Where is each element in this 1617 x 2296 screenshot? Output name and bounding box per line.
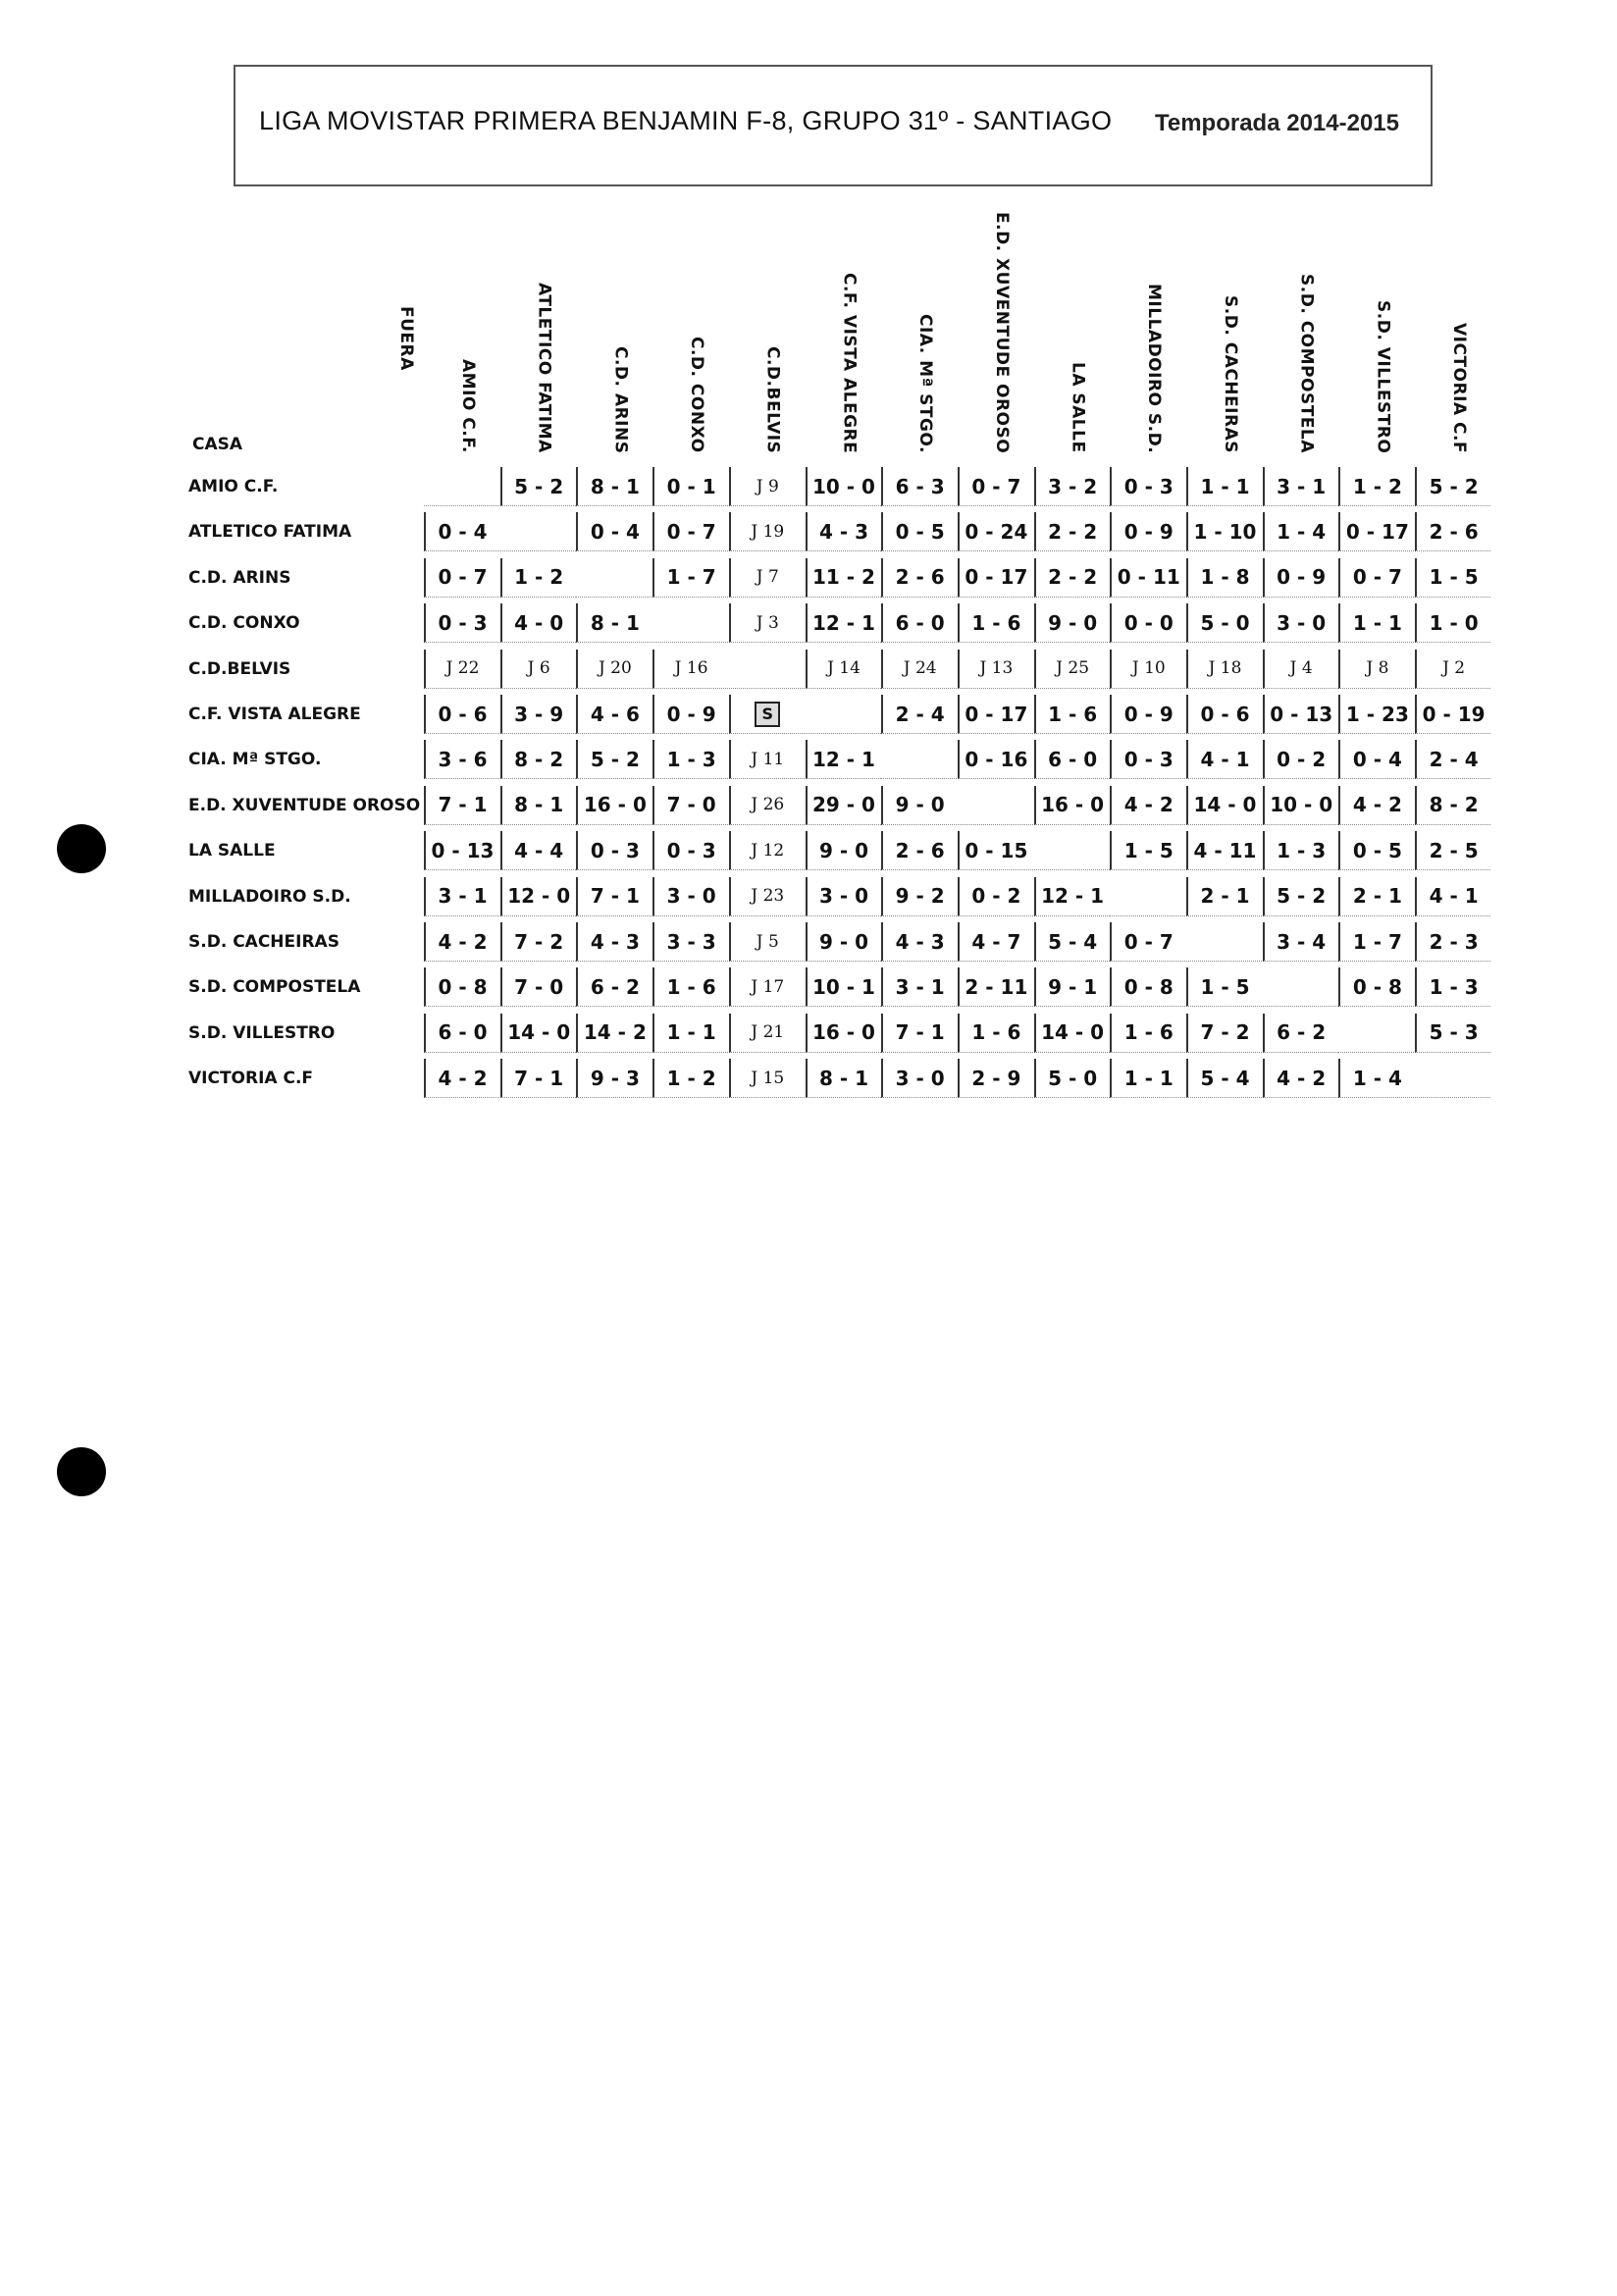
result-cell: 4 - 4: [500, 831, 576, 870]
result-cell: 1 - 5: [1415, 558, 1490, 598]
result-cell: 0 - 7: [958, 467, 1033, 506]
row-team-label: S.D. VILLESTRO: [188, 1022, 336, 1043]
result-cell: 1 - 2: [652, 1059, 728, 1098]
result-cell: J 7: [729, 558, 805, 598]
result-cell: 5 - 0: [1034, 1059, 1110, 1098]
result-cell: 7 - 1: [424, 786, 499, 825]
result-cell: 4 - 11: [1186, 831, 1262, 870]
result-cell: J 19: [729, 512, 805, 551]
result-cell: J 16: [652, 650, 728, 689]
result-cell: 7 - 1: [881, 1014, 957, 1053]
result-cell: 4 - 2: [1338, 786, 1414, 825]
result-cell: J 5: [729, 922, 805, 962]
result-cell: 9 - 3: [576, 1059, 652, 1098]
result-cell: 1 - 3: [1415, 967, 1490, 1007]
column-header: C.D. CONXO: [686, 337, 706, 453]
result-cell: 10 - 1: [806, 967, 881, 1007]
result-cell: 12 - 0: [500, 877, 576, 916]
result-cell: 4 - 2: [424, 1059, 499, 1098]
result-cell: J 24: [881, 650, 957, 689]
result-cell: 4 - 0: [500, 603, 576, 643]
result-cell: J 21: [729, 1014, 805, 1053]
result-cell: 5 - 4: [1186, 1059, 1262, 1098]
result-cell: 1 - 5: [1110, 831, 1185, 870]
result-cell: 0 - 6: [424, 695, 499, 734]
result-cell: 0 - 11: [1110, 558, 1185, 598]
result-cell: 1 - 2: [500, 558, 576, 598]
result-cell: [652, 603, 728, 643]
result-cell: 14 - 0: [1186, 786, 1262, 825]
result-cell: 5 - 2: [576, 740, 652, 779]
result-cell: 1 - 5: [1186, 967, 1262, 1007]
result-cell: 0 - 7: [1338, 558, 1414, 598]
result-cell: [1034, 831, 1110, 870]
result-cell: 7 - 0: [500, 967, 576, 1007]
result-cell: J 10: [1110, 650, 1185, 689]
suspended-icon: S: [755, 702, 780, 727]
result-cell: J 12: [729, 831, 805, 870]
result-cell: 9 - 2: [881, 877, 957, 916]
row-team-label: LA SALLE: [188, 841, 276, 861]
result-cell: J 23: [729, 877, 805, 916]
result-cell: 0 - 5: [881, 512, 957, 551]
row-team-label: C.D. ARINS: [188, 567, 291, 588]
result-cell: 0 - 3: [576, 831, 652, 870]
result-cell: 4 - 1: [1415, 877, 1490, 916]
column-header: S.D. VILLESTRO: [1373, 300, 1393, 454]
result-cell: 0 - 8: [1338, 967, 1414, 1007]
result-cell: J 9: [729, 467, 805, 506]
result-cell: J 6: [500, 650, 576, 689]
result-cell: J 8: [1338, 650, 1414, 689]
result-cell: 0 - 7: [424, 558, 499, 598]
column-header: E.D. XUVENTUDE OROSO: [991, 212, 1012, 454]
result-cell: J 15: [729, 1059, 805, 1098]
result-cell: [1186, 922, 1262, 962]
result-cell: 4 - 2: [1263, 1059, 1338, 1098]
result-cell: 3 - 1: [1263, 467, 1338, 506]
result-cell: 7 - 2: [1186, 1014, 1262, 1053]
row-team-label: CIA. Mª STGO.: [188, 750, 322, 770]
league-title: LIGA MOVISTAR PRIMERA BENJAMIN F-8, GRUPO 31º - SANTIAGO: [259, 106, 1113, 135]
result-cell: 9 - 0: [881, 786, 957, 825]
result-cell: [576, 558, 652, 598]
result-cell: 3 - 6: [424, 740, 499, 779]
result-cell: 1 - 1: [1338, 603, 1414, 643]
column-header: S.D. COMPOSTELA: [1296, 274, 1317, 453]
column-header: ATLETICO FATIMA: [534, 283, 554, 453]
result-cell: 2 - 9: [958, 1059, 1033, 1098]
row-team-label: C.D. CONXO: [188, 613, 300, 634]
result-cell: J 3: [729, 603, 805, 643]
result-cell: [881, 740, 957, 779]
result-cell: 4 - 3: [881, 922, 957, 962]
result-cell: 3 - 1: [424, 877, 499, 916]
result-cell: 8 - 1: [576, 603, 652, 643]
result-cell: 3 - 0: [806, 877, 881, 916]
result-cell: 16 - 0: [1034, 786, 1110, 825]
result-cell: 7 - 1: [576, 877, 652, 916]
result-cell: 5 - 2: [1415, 467, 1490, 506]
result-cell: 0 - 16: [958, 740, 1033, 779]
result-cell: 5 - 3: [1415, 1014, 1490, 1053]
column-header: AMIO C.F.: [457, 359, 478, 453]
result-cell: 2 - 11: [958, 967, 1033, 1007]
result-cell: 0 - 3: [1110, 740, 1185, 779]
result-cell: 0 - 9: [1263, 558, 1338, 598]
result-cell: 0 - 13: [424, 831, 499, 870]
result-cell: [729, 650, 805, 689]
result-cell: [1338, 1014, 1414, 1053]
result-cell: 10 - 0: [1263, 786, 1338, 825]
result-cell: 0 - 3: [652, 831, 728, 870]
result-cell: J 2: [1415, 650, 1490, 689]
result-cell: 8 - 2: [1415, 786, 1490, 825]
result-cell: 1 - 1: [1186, 467, 1262, 506]
result-cell: 5 - 2: [500, 467, 576, 506]
result-cell: 5 - 4: [1034, 922, 1110, 962]
result-cell: 10 - 0: [806, 467, 881, 506]
result-cell: 1 - 6: [1110, 1014, 1185, 1053]
result-cell: 8 - 1: [500, 786, 576, 825]
column-header: C.D.BELVIS: [762, 346, 783, 454]
result-cell: 2 - 6: [881, 558, 957, 598]
result-cell: 16 - 0: [576, 786, 652, 825]
row-team-label: S.D. CACHEIRAS: [188, 932, 339, 952]
header-box: [234, 65, 1433, 186]
punch-hole: [57, 1447, 106, 1496]
result-cell: 1 - 1: [1110, 1059, 1185, 1098]
column-header: MILLADOIRO S.D.: [1144, 284, 1165, 454]
result-cell: 0 - 4: [1338, 740, 1414, 779]
column-header: S.D. CACHEIRAS: [1220, 295, 1240, 453]
result-cell: 2 - 2: [1034, 512, 1110, 551]
result-cell: 0 - 5: [1338, 831, 1414, 870]
result-cell: 2 - 6: [881, 831, 957, 870]
result-cell: 12 - 1: [1034, 877, 1110, 916]
result-cell: 0 - 0: [1110, 603, 1185, 643]
result-cell: J 11: [729, 740, 805, 779]
result-cell: 1 - 1: [652, 1014, 728, 1053]
result-cell: 14 - 2: [576, 1014, 652, 1053]
result-cell: [806, 695, 881, 734]
result-cell: 1 - 3: [652, 740, 728, 779]
result-cell: 9 - 0: [806, 922, 881, 962]
result-cell: [1415, 1059, 1490, 1098]
result-cell: 4 - 7: [958, 922, 1033, 962]
result-cell: 5 - 0: [1186, 603, 1262, 643]
result-cell: 2 - 4: [881, 695, 957, 734]
result-cell: 4 - 6: [576, 695, 652, 734]
result-cell: 3 - 9: [500, 695, 576, 734]
row-team-label: AMIO C.F.: [188, 477, 279, 496]
result-cell: 5 - 2: [1263, 877, 1338, 916]
result-cell: [424, 467, 499, 506]
result-cell: [500, 512, 576, 551]
result-cell: 0 - 24: [958, 512, 1033, 551]
result-cell: 0 - 3: [1110, 467, 1185, 506]
result-cell: 2 - 3: [1415, 922, 1490, 962]
result-cell: 0 - 2: [1263, 740, 1338, 779]
result-cell: [958, 786, 1033, 825]
row-team-label: E.D. XUVENTUDE OROSO: [188, 795, 421, 815]
result-cell: 0 - 9: [1110, 695, 1185, 734]
result-cell: 7 - 2: [500, 922, 576, 962]
result-cell: 29 - 0: [806, 786, 881, 825]
result-cell: 4 - 2: [424, 922, 499, 962]
result-cell: 8 - 1: [806, 1059, 881, 1098]
result-cell: 0 - 7: [1110, 922, 1185, 962]
result-cell: 1 - 6: [958, 603, 1033, 643]
result-cell: 1 - 6: [958, 1014, 1033, 1053]
result-cell: 4 - 3: [806, 512, 881, 551]
result-cell: 3 - 0: [1263, 603, 1338, 643]
result-cell: 1 - 10: [1186, 512, 1262, 551]
result-cell: 1 - 4: [1338, 1059, 1414, 1098]
result-cell: 14 - 0: [1034, 1014, 1110, 1053]
result-cell: 0 - 9: [1110, 512, 1185, 551]
result-cell: 1 - 0: [1415, 603, 1490, 643]
result-cell: 7 - 0: [652, 786, 728, 825]
row-team-label: C.D.BELVIS: [188, 658, 291, 679]
result-cell: 1 - 7: [652, 558, 728, 598]
result-cell: 2 - 1: [1186, 877, 1262, 916]
result-cell: 4 - 2: [1110, 786, 1185, 825]
result-cell: 2 - 6: [1415, 512, 1490, 551]
result-cell: 1 - 4: [1263, 512, 1338, 551]
result-cell: 3 - 0: [881, 1059, 957, 1098]
result-cell: 3 - 3: [652, 922, 728, 962]
result-cell: 4 - 3: [576, 922, 652, 962]
row-team-label: S.D. COMPOSTELA: [188, 977, 361, 998]
casa-label: CASA: [192, 435, 243, 454]
result-cell: 0 - 17: [958, 558, 1033, 598]
result-cell: 1 - 7: [1338, 922, 1414, 962]
result-cell: 0 - 19: [1415, 695, 1490, 734]
result-cell: 8 - 2: [500, 740, 576, 779]
result-cell: 11 - 2: [806, 558, 881, 598]
result-cell: 3 - 2: [1034, 467, 1110, 506]
result-cell: 2 - 5: [1415, 831, 1490, 870]
season-label: Temporada 2014-2015: [1154, 110, 1399, 136]
result-cell: 3 - 1: [881, 967, 957, 1007]
result-cell: 0 - 17: [1338, 512, 1414, 551]
result-cell: 9 - 0: [1034, 603, 1110, 643]
result-cell: [1110, 877, 1185, 916]
column-header: C.F. VISTA ALEGRE: [839, 273, 860, 454]
result-cell: 1 - 6: [652, 967, 728, 1007]
result-cell: 0 - 4: [424, 512, 499, 551]
result-cell: 1 - 6: [1034, 695, 1110, 734]
result-cell: [729, 695, 805, 734]
result-cell: 0 - 8: [1110, 967, 1185, 1007]
result-cell: 6 - 2: [1263, 1014, 1338, 1053]
result-cell: 0 - 9: [652, 695, 728, 734]
result-cell: 0 - 15: [958, 831, 1033, 870]
result-cell: 1 - 8: [1186, 558, 1262, 598]
result-cell: 3 - 0: [652, 877, 728, 916]
row-team-label: C.F. VISTA ALEGRE: [188, 704, 361, 724]
result-cell: 0 - 1: [652, 467, 728, 506]
result-cell: 12 - 1: [806, 603, 881, 643]
result-cell: 0 - 8: [424, 967, 499, 1007]
fuera-label: FUERA: [396, 306, 416, 371]
result-cell: 2 - 2: [1034, 558, 1110, 598]
result-cell: 2 - 1: [1338, 877, 1414, 916]
result-cell: [1263, 967, 1338, 1007]
result-cell: 0 - 6: [1186, 695, 1262, 734]
result-cell: J 13: [958, 650, 1033, 689]
result-cell: 2 - 4: [1415, 740, 1490, 779]
result-cell: 1 - 2: [1338, 467, 1414, 506]
result-cell: 3 - 4: [1263, 922, 1338, 962]
result-cell: 0 - 3: [424, 603, 499, 643]
result-cell: J 22: [424, 650, 499, 689]
result-cell: 0 - 13: [1263, 695, 1338, 734]
result-cell: 8 - 1: [576, 467, 652, 506]
result-cell: 0 - 4: [576, 512, 652, 551]
result-cell: 6 - 3: [881, 467, 957, 506]
result-cell: 6 - 0: [881, 603, 957, 643]
column-header: LA SALLE: [1068, 362, 1088, 453]
result-cell: 9 - 0: [806, 831, 881, 870]
result-cell: J 18: [1186, 650, 1262, 689]
result-cell: 14 - 0: [500, 1014, 576, 1053]
row-team-label: VICTORIA C.F: [188, 1069, 314, 1089]
result-cell: J 4: [1263, 650, 1338, 689]
result-cell: 6 - 2: [576, 967, 652, 1007]
result-cell: 16 - 0: [806, 1014, 881, 1053]
column-header: CIA. Mª STGO.: [915, 314, 936, 453]
row-team-label: MILLADOIRO S.D.: [188, 886, 351, 907]
result-cell: 0 - 17: [958, 695, 1033, 734]
result-cell: 0 - 2: [958, 877, 1033, 916]
result-cell: 6 - 0: [1034, 740, 1110, 779]
result-cell: 6 - 0: [424, 1014, 499, 1053]
result-cell: 9 - 1: [1034, 967, 1110, 1007]
result-cell: J 20: [576, 650, 652, 689]
result-cell: J 26: [729, 786, 805, 825]
column-header: C.D. ARINS: [610, 346, 631, 454]
result-cell: 1 - 3: [1263, 831, 1338, 870]
result-cell: 4 - 1: [1186, 740, 1262, 779]
result-cell: 12 - 1: [806, 740, 881, 779]
result-cell: J 17: [729, 967, 805, 1007]
result-cell: J 25: [1034, 650, 1110, 689]
punch-hole: [57, 824, 106, 873]
result-cell: 1 - 23: [1338, 695, 1414, 734]
column-header: VICTORIA C.F: [1448, 323, 1469, 454]
row-team-label: ATLETICO FATIMA: [188, 522, 352, 543]
result-cell: 7 - 1: [500, 1059, 576, 1098]
result-cell: 0 - 7: [652, 512, 728, 551]
result-cell: J 14: [806, 650, 881, 689]
